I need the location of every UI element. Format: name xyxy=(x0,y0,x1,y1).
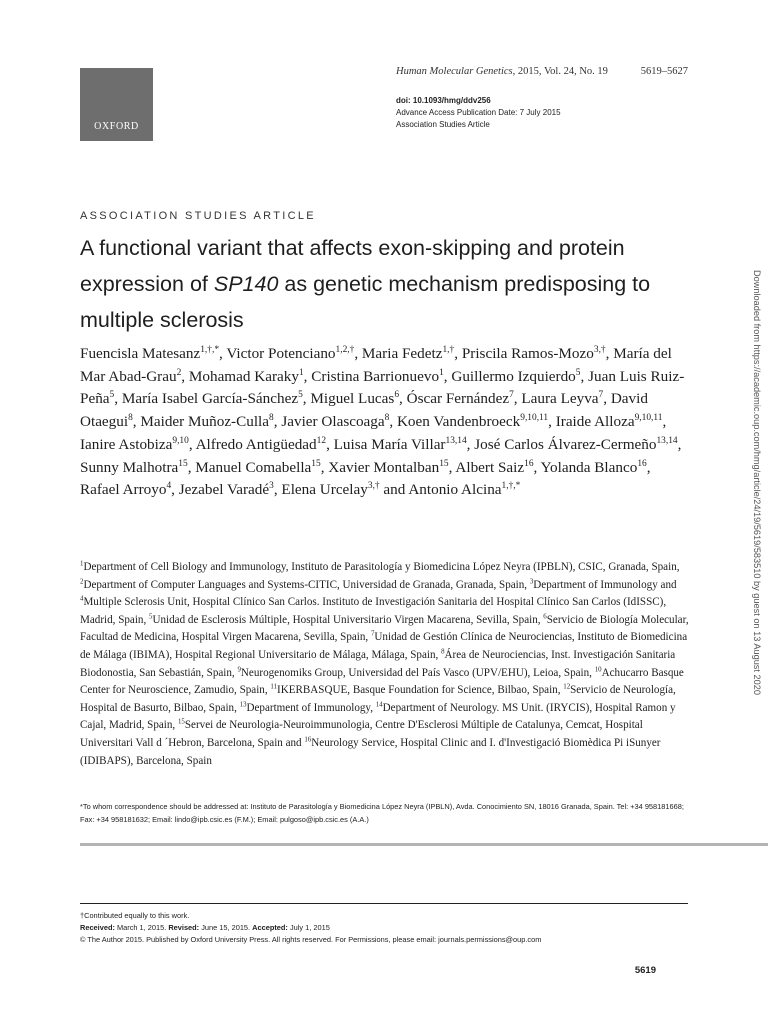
revised-label: Revised: xyxy=(168,923,200,933)
author xyxy=(311,368,444,385)
affiliation-text: Achucarro Basque Center for Neuroscience, Zamudio, Spain, xyxy=(80,666,684,697)
author-name: María Isabel García-Sánchez xyxy=(121,390,299,408)
author-name: Alfredo Antigüedad xyxy=(195,435,317,453)
history-dates xyxy=(80,922,541,934)
author-name: Maider Muñoz-Culla xyxy=(140,413,270,431)
author xyxy=(455,459,533,476)
received-date: March 1, 2015. xyxy=(114,923,169,933)
author-name: Cristina Barrionuevo xyxy=(311,367,440,385)
author-name: Laura Leyva xyxy=(521,390,599,408)
author xyxy=(122,390,303,407)
author xyxy=(196,436,326,453)
author-name: Albert Saiz xyxy=(455,458,525,476)
article-meta xyxy=(396,95,561,131)
author xyxy=(140,413,273,430)
author xyxy=(474,436,677,453)
author xyxy=(407,390,514,407)
article-type: ASSOCIATION STUDIES ARTICLE xyxy=(80,210,316,222)
author-affiliation-marks: 5 xyxy=(575,367,581,378)
title-gene: SP140 xyxy=(213,272,279,296)
author xyxy=(189,368,304,385)
author-name: Sunny Malhotra xyxy=(80,458,179,476)
author-affiliation-marks: 15 xyxy=(178,458,188,469)
affiliation-number: 12 xyxy=(563,683,571,691)
author xyxy=(462,345,606,362)
author-name: José Carlos Álvarez-Cermeño xyxy=(474,435,657,453)
author-affiliation-marks: 1,†,* xyxy=(501,481,521,492)
article-category: Association Studies Article xyxy=(396,120,490,129)
author xyxy=(362,345,454,362)
author-affiliation-marks: 8 xyxy=(384,413,390,424)
affiliation-text: IKERBASQUE, Basque Foundation for Science, Bilbao, Spain, xyxy=(277,684,564,697)
author-affiliation-marks: 13,14 xyxy=(445,435,467,446)
author-name: María del Mar Abad-Grau xyxy=(80,345,672,385)
accepted-label: Accepted: xyxy=(252,923,288,933)
author-name: Óscar Fernández xyxy=(406,390,510,408)
revised-date: June 15, 2015. xyxy=(199,923,253,933)
correspondence-note: *To whom correspondence should be addressed at: Instituto de Parasitología y Biomedicina López Neyra (IPBLN), Avda. Conocimiento SN, 18016 Granada, Spain. Tel: +34 958181668; Fax: +34 958181632; Email: lindo@ipb.csic.es (F.M.); Email: pulgoso@ipb.csic.es (A.A.) xyxy=(80,802,684,824)
affiliation-number: 11 xyxy=(270,683,278,691)
author-name: Luisa María Villar xyxy=(333,435,446,453)
affiliation xyxy=(530,579,677,591)
affiliation-text: Unidad de Esclerosis Múltiple, Hospital Universitario Virgen Macarena, Sevilla, Spain, xyxy=(152,613,544,626)
author-affiliation-marks: 1 xyxy=(439,367,444,378)
author-affiliation-marks: 5 xyxy=(298,390,303,401)
affiliation-number: 5 xyxy=(149,613,153,621)
affiliation-text: Área de Neurociencias, Inst. Investigación Sanitaria Biodonostia, San Sebastián, Spain, xyxy=(80,648,676,679)
title-part-2: as genetic mechanism predisposing to multiple sclerosis xyxy=(80,272,651,332)
author-name: Yolanda Blanco xyxy=(540,458,638,476)
advance-access-date: Advance Access Publication Date: 7 July 2015 xyxy=(396,108,561,117)
author xyxy=(195,459,320,476)
author-name: Victor Potenciano xyxy=(226,345,336,362)
author-name: Mohamad Karaky xyxy=(188,367,299,385)
author xyxy=(179,481,274,498)
journal-details: , 2015, Vol. 24, No. 19 xyxy=(512,66,608,77)
author xyxy=(541,459,647,476)
author xyxy=(521,390,603,407)
affiliation-number: 9 xyxy=(237,665,241,673)
affiliation-number: 7 xyxy=(370,630,375,638)
author-name: Juan Luis Ruiz-Peña xyxy=(80,367,685,408)
author xyxy=(281,413,389,430)
affiliation-number: 4 xyxy=(80,595,84,603)
author-name: Javier Olascoaga xyxy=(281,413,385,431)
author xyxy=(80,481,171,498)
copyright-notice: © The Author 2015. Published by Oxford University Press. All rights reserved. For Permissions, please email: journals.permissions@oup.com xyxy=(80,935,542,945)
author-affiliation-marks: 1,† xyxy=(442,344,455,355)
author xyxy=(328,459,448,476)
title-part-1: A functional variant that affects exon-skipping and protein expression of xyxy=(80,236,625,296)
affiliation xyxy=(237,667,594,679)
contributed-note: †Contributed equally to this work. xyxy=(80,911,190,920)
affiliation-number: 3 xyxy=(529,577,534,585)
author-list: Fuencisla Matesanz$^{1,\dagger,*}$, Victor Potenciano$^{1,2,\dagger}$, Maria Fedetz$^{1,\dagger}$, Priscila Ramos-Mozo$^{3,\dagger}$, María del Mar Abad-Grau$^2$, Mohamad Karaky$^1$, Cristina Barrionuevo$^1$, Guillermo Izquierdo$^5$, Juan Luis Ruiz-Peña$^5$, María Isabel García-Sánchez$^5$, Miguel Lucas$^6$, Óscar Fernández$^7$, Laura Leyva$^7$, David Otaegui$^8$, Maider Muñoz-Culla$^8$, Javier Olascoaga$^8$, Koen Vandenbroeck$^{9,10,11}$, Iraide Alloza$^{9,10,11}$, Ianire Astobiza$^{9,10}$, Alfredo Antigüedad$^{12}$, Luisa María Villar$^{13,14}$, José Carlos Álvarez-Cermeño$^{13,14}$, Sunny Malhotra$^{15}$, Manuel Comabella$^{15}$, Xavier Montalban$^{15}$, Albert Saiz$^{16}$, Yolanda Blanco$^{16}$, Rafael Arroyo$^4$, Jezabel Varadé$^3$, Elena Urcelay$^{3,\dagger}$ and Antonio Alcina$^{1,\dagger,*}$ xyxy=(80,344,685,499)
author-affiliation-marks: 6 xyxy=(394,390,400,401)
author-name: Miguel Lucas xyxy=(310,390,395,408)
oxford-logo xyxy=(80,68,153,141)
article-title xyxy=(80,230,700,338)
affiliation xyxy=(80,561,680,573)
author-affiliation-marks: 8 xyxy=(269,413,274,424)
author-affiliation-marks: 12 xyxy=(316,435,327,446)
author xyxy=(451,368,580,385)
author-affiliation-marks: 16 xyxy=(637,458,647,469)
affiliation-text: Department of Neurology. MS Unit. (IRYCIS), Hospital Ramon y Cajal, Madrid, Spain, xyxy=(80,701,676,732)
journal-citation xyxy=(396,66,688,77)
author-affiliation-marks: 3 xyxy=(269,481,274,492)
author-affiliation-marks: 7 xyxy=(509,390,514,401)
author xyxy=(408,481,520,498)
author-name: Rafael Arroyo xyxy=(80,481,167,499)
footnote-divider xyxy=(80,903,688,904)
download-note: Downloaded from https://academic.oup.com/hmg/article/24/19/5619/583510 by guest on 13 August 2020 xyxy=(752,270,762,695)
author-name: Jezabel Varadé xyxy=(178,481,270,499)
affiliation-text: Servei de Neurologia-Neuroimmunologia, Centre D'Esclerosi Múltiple de Catalunya, Cemcat, Hospital Universitari Vall d ´Hebron, Barcelona, Spain and xyxy=(80,719,643,749)
affiliation-text: Servicio de Neurología, Hospital de Basurto, Bilbao, Spain, xyxy=(80,684,676,714)
author-affiliation-marks: 1 xyxy=(298,367,304,378)
affiliation-text: Unidad de Gestión Clínica de Neurociencias, Instituto de Biomedicina de Málaga (IBIMA), Hospital Regional Universitario de Málaga, Málaga, Spain, xyxy=(80,631,688,661)
author-affiliation-marks: 1,†,* xyxy=(200,344,220,355)
affiliation-number: 6 xyxy=(543,613,547,621)
author-affiliation-marks: 3,† xyxy=(593,344,606,355)
affiliation-number: 13 xyxy=(239,701,247,709)
author-affiliation-marks: 9,10,11 xyxy=(520,413,549,424)
page-range: 5619–5627 xyxy=(640,66,688,77)
author-affiliation-marks: 5 xyxy=(109,390,115,401)
author xyxy=(281,481,379,498)
affiliation-text: Department of Immunology and xyxy=(533,578,677,591)
accepted-date: July 1, 2015 xyxy=(287,923,330,933)
author xyxy=(80,436,189,453)
author-affiliation-marks: 7 xyxy=(598,390,604,401)
author xyxy=(310,390,399,407)
author-affiliation-marks: 2 xyxy=(176,367,182,378)
author-name: David Otaegui xyxy=(80,390,648,431)
author xyxy=(334,436,467,453)
author xyxy=(226,345,354,362)
author-name: Guillermo Izquierdo xyxy=(451,367,576,385)
affiliation-number: 10 xyxy=(594,665,602,673)
affiliation-number: 8 xyxy=(441,648,445,656)
affiliation xyxy=(270,684,563,696)
affiliation-text: Department of Immunology, xyxy=(246,701,376,714)
affiliation-text: Department of Computer Languages and Systems-CITIC, Universidad de Granada, Granada, Spain, xyxy=(83,578,530,591)
affiliation xyxy=(149,614,543,626)
author-affiliation-marks: 4 xyxy=(166,481,172,492)
author-affiliation-marks: 15 xyxy=(439,458,449,469)
affiliation-text: Neurology Service, Hospital Clinic and I. d'Investigació Biomèdica Pi iSunyer (IDIBAPS), Barcelona, Spain xyxy=(80,736,661,767)
affiliation-number: 1 xyxy=(80,560,84,568)
author-affiliation-marks: 15 xyxy=(311,458,321,469)
download-watermark xyxy=(748,270,766,760)
affiliation-text: Department of Cell Biology and Immunology, Instituto de Parasitología y Biomedicina López Neyra (IPBLN), CSIC, Granada, Spain, xyxy=(83,561,680,573)
author-affiliation-marks: 1,2,† xyxy=(335,344,355,355)
author-name: Antonio Alcina xyxy=(408,481,502,499)
page-number: 5619 xyxy=(634,965,656,976)
author xyxy=(397,413,548,430)
author-affiliation-marks: 16 xyxy=(524,458,534,469)
received-label: Received: xyxy=(80,923,115,933)
author-name: Elena Urcelay xyxy=(281,481,368,499)
author-name: Manuel Comabella xyxy=(195,458,312,476)
affiliation-text: Servicio de Biología Molecular, Facultad de Medicina, Hospital Virgen Macarena, Sevilla, Spain, xyxy=(80,613,689,644)
author-name: Maria Fedetz xyxy=(361,345,443,362)
affiliation xyxy=(240,702,376,714)
author xyxy=(556,413,663,430)
author-name: Xavier Montalban xyxy=(328,458,440,476)
affiliation-number: 14 xyxy=(375,701,383,709)
author-affiliation-marks: 13,14 xyxy=(656,435,678,446)
doi[interactable]: doi: 10.1093/hmg/ddv256 xyxy=(396,96,491,105)
author-name: Iraide Alloza xyxy=(555,413,635,431)
article-footnotes xyxy=(80,910,541,947)
author-affiliation-marks: 9,10 xyxy=(172,435,189,446)
author xyxy=(80,345,219,362)
affiliation xyxy=(80,579,530,591)
affiliation-text: Neurogenomiks Group, Universidad del País Vasco (UPV/EHU), Leioa, Spain, xyxy=(240,666,595,679)
author-affiliation-marks: 3,† xyxy=(367,481,380,492)
affiliation-number: 15 xyxy=(177,718,185,726)
journal-name: Human Molecular Genetics xyxy=(396,66,513,77)
affiliation-number: 2 xyxy=(80,577,84,585)
author-name: Priscila Ramos-Mozo xyxy=(461,345,594,362)
section-divider xyxy=(80,843,768,846)
author xyxy=(80,459,188,476)
author-affiliation-marks: 8 xyxy=(128,413,133,424)
author-name: Fuencisla Matesanz xyxy=(80,345,201,362)
author-affiliation-marks: 9,10,11 xyxy=(634,413,663,424)
affiliations xyxy=(80,559,692,770)
author-name: Ianire Astobiza xyxy=(80,435,173,453)
logo-text: OXFORD xyxy=(94,121,139,132)
affiliation-text: Multiple Sclerosis Unit, Hospital Clínico San Carlos. Instituto de Investigación Sanitaria del Hospital Clínico San Carlos (IdISSC), Madrid, Spain, xyxy=(80,596,667,626)
affiliation-number: 16 xyxy=(304,736,312,744)
author-name: Koen Vandenbroeck xyxy=(396,413,521,431)
